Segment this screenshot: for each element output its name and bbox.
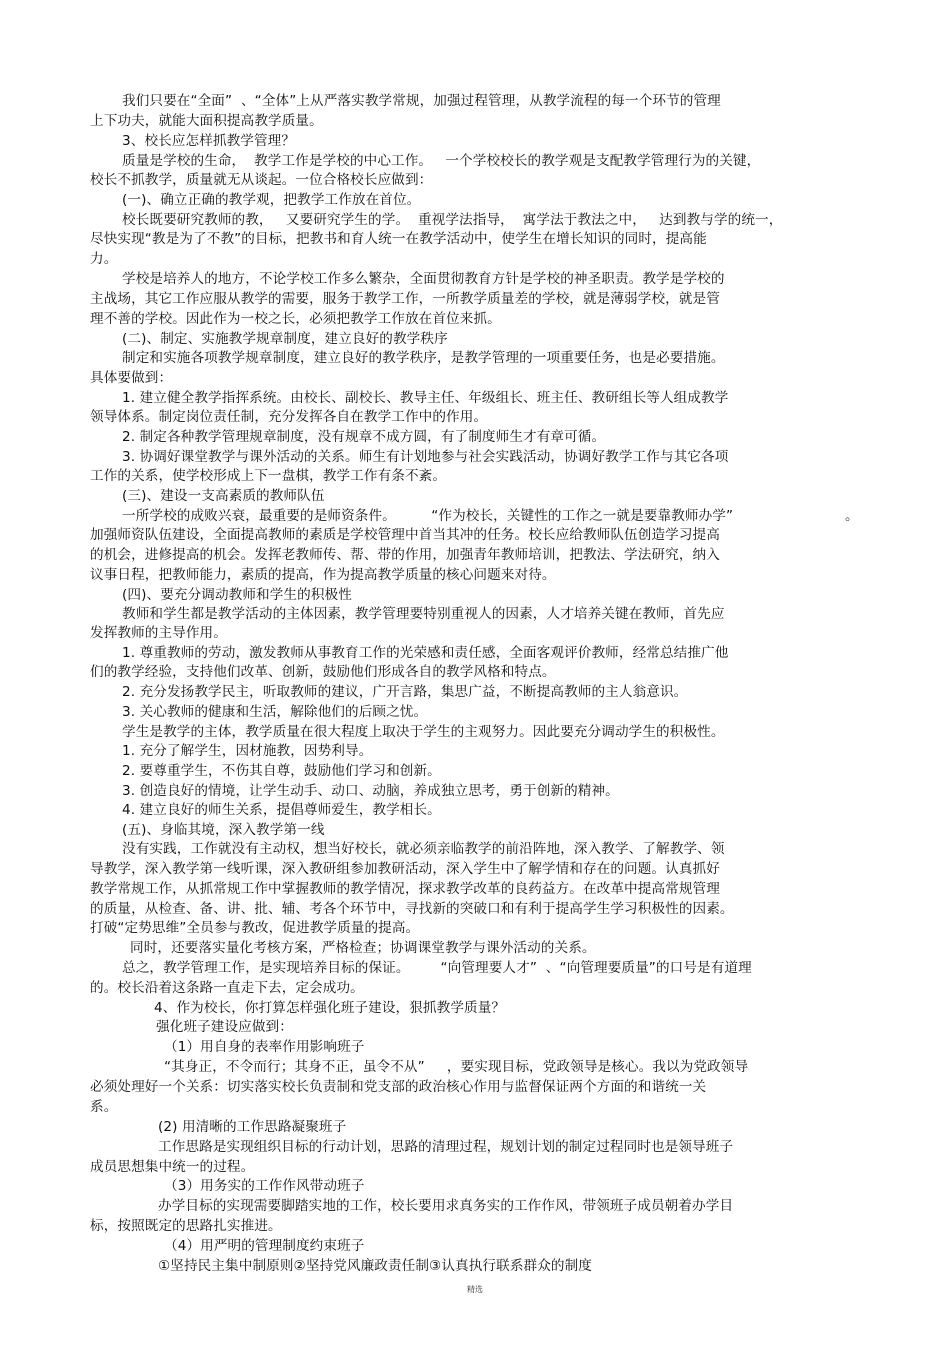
- text-line: 领导体系。制定岗位责任制，充分发挥各自在教学工作中的作用。: [90, 409, 488, 425]
- trailing-punctuation: 。: [845, 508, 859, 524]
- text-line: 加强师资队伍建设，全面提高教师的素质是学校管理中首当其冲的任务。校长应给教师队伍创造学习提高: [90, 527, 720, 543]
- text-line: (五)、身临其境，深入教学第一线: [122, 822, 325, 838]
- text-line: 3. 创造良好的情境，让学生动手、动口、动脑，养成独立思考，勇于创新的精神。: [122, 783, 619, 799]
- text-line: 打破“定势思维”全员参与教改，促进教学质量的提高。: [90, 920, 420, 936]
- text-line: 强化班子建设应做到：: [156, 1019, 293, 1035]
- text-line: “其身正，不令而行；其身不正，虽令不从” ，要实现目标，党政领导是核心。我以为党政领导: [164, 1059, 749, 1075]
- text-line: 的。校长沿着这条路一直走下去，定会成功。: [90, 980, 364, 996]
- text-line: 导教学，深入教学第一线听课，深入教研组参加教研活动，深入学生中了解学情和存在的问题。认真抓好: [90, 861, 720, 877]
- text-line: 4. 建立良好的师生关系，提倡尊师爱生，教学相长。: [122, 802, 441, 818]
- text-line: 总之，教学管理工作，是实现培养目标的保证。 “向管理要人才” 、“向管理要质量”的口号是有道理: [122, 960, 752, 976]
- text-line: （3）用务实的工作作风带动班子: [164, 1178, 365, 1194]
- text-line: 成员思想集中统一的过程。: [90, 1159, 255, 1175]
- text-line: 2. 要尊重学生，不伤其自尊，鼓励他们学习和创新。: [122, 763, 441, 779]
- text-line: 标，按照既定的思路扎实推进。: [90, 1218, 282, 1234]
- text-line: (2) 用清晰的工作思路凝聚班子: [158, 1119, 347, 1135]
- text-line: (三)、建设一支高素质的教师队伍: [122, 488, 325, 504]
- text-line: 系。: [90, 1099, 118, 1115]
- text-line: 学校是培养人的地方，不论学校工作多么繁杂，全面贯彻教育方针是学校的神圣职责。教学是学校的: [122, 271, 725, 287]
- text-line: 学生是教学的主体，教学质量在很大程度上取决于学生的主观努力。因此要充分调动学生的积极性。: [122, 724, 725, 740]
- text-line: （4）用严明的管理制度约束班子: [164, 1238, 365, 1254]
- text-line: 2. 制定各种教学管理规章制度，没有规章不成方圆，有了制度师生才有章可循。: [122, 429, 606, 445]
- text-line: 理不善的学校。因此作为一校之长，必须把教学工作放在首位来抓。: [90, 311, 501, 327]
- text-line: (一)、确立正确的教学观，把教学工作放在首位。: [122, 192, 421, 208]
- text-line: 2. 充分发扬教学民主，听取教师的建议，广开言路，集思广益，不断提高教师的主人翁意识。: [122, 684, 688, 700]
- text-line: 校长既要研究教师的教， 又要研究学生的学。 重视学法指导， 寓学法于教法之中， 达到教与学的统一，: [122, 212, 783, 228]
- text-line: 教学常规工作，从抓常规工作中掌握教师的教学情况，探求教学改革的良药益方。在改革中提高常规管理: [90, 881, 720, 897]
- text-line: 4、作为校长，你打算怎样强化班子建设，狠抓教学质量？: [154, 1000, 506, 1016]
- text-line: 同时，还要落实量化考核方案，严格检查；协调课堂教学与课外活动的关系。: [130, 940, 596, 956]
- text-line: 具体要做到：: [90, 370, 173, 386]
- text-line: 质量是学校的生命， 教学工作是学校的中心工作。 一个学校校长的教学观是支配教学管理行为的关键，: [122, 153, 761, 169]
- text-line: 办学目标的实现需要脚踏实地的工作，校长要用求真务实的工作作风，带领班子成员朝着办学目: [158, 1198, 734, 1214]
- text-line: 3. 协调好课堂教学与课外活动的关系。师生有计划地参与社会实践活动，协调好教学工作与其它各项: [122, 449, 729, 465]
- text-line: (四)、要充分调动教师和学生的积极性: [122, 587, 352, 603]
- page-footer: 精选: [467, 1285, 483, 1294]
- text-line: 我们只要在“全面” 、“全体”上从严落实教学常规，加强过程管理，从教学流程的每一个环节的管理: [122, 93, 721, 109]
- text-line: 校长不抓教学，质量就无从谈起。一位合格校长应做到：: [90, 172, 433, 188]
- text-line: 的机会，进修提高的机会。发挥老教师传、帮、带的作用，加强青年教师培训，把教法、学法研究，纳入: [90, 547, 720, 563]
- text-line: 1. 充分了解学生，因材施教，因势利导。: [122, 743, 373, 759]
- text-line: 教师和学生都是教学活动的主体因素，教学管理要特别重视人的因素，人才培养关键在教师，首先应: [122, 606, 725, 622]
- text-line: 1. 建立健全教学指挥系统。由校长、副校长、教导主任、年级组长、班主任、教研组长等人组成教学: [122, 390, 729, 406]
- text-line: ①坚持民主集中制原则②坚持党风廉政责任制③认真执行联系群众的制度: [158, 1258, 592, 1274]
- text-line: 3. 关心教师的健康和生活，解除他们的后顾之忧。: [122, 704, 428, 720]
- text-line: 的质量，从检查、备、讲、批、辅、考各个环节中，寻找新的突破口和有利于提高学生学习积极性的因素。: [90, 901, 734, 917]
- text-line: 上下功夫，就能大面积提高教学质量。: [90, 113, 323, 129]
- text-line: 尽快实现“教是为了不教”的目标，把教书和育人统一在教学活动中，使学生在增长知识的同时，提高能: [90, 231, 707, 247]
- text-line: 必须处理好一个关系：切实落实校长负责制和党支部的政治核心作用与监督保证两个方面的和谐统一关: [90, 1079, 707, 1095]
- text-line: （1）用自身的表率作用影响班子: [164, 1039, 365, 1055]
- text-line: 没有实践，工作就没有主动权，想当好校长，就必须亲临教学的前沿阵地，深入教学、了解教学、领: [122, 841, 725, 857]
- text-line: 力。: [90, 251, 118, 267]
- text-line: 工作的关系，使学校形成上下一盘棋，教学工作有条不紊。: [90, 468, 447, 484]
- text-line: 工作思路是实现组织目标的行动计划，思路的清理过程，规划计划的制定过程同时也是领导班子: [158, 1139, 734, 1155]
- text-line: 发挥教师的主导作用。: [90, 625, 227, 641]
- text-line: 3、校长应怎样抓教学管理？: [122, 133, 296, 149]
- text-line: 议事日程，把教师能力，素质的提高，作为提高教学质量的核心问题来对待。: [90, 567, 556, 583]
- text-line: 主战场，其它工作应服从教学的需要，服务于教学工作，一所教学质量差的学校，就是薄弱学校，就是管: [90, 291, 720, 307]
- text-line: 们的教学经验，支持他们改革、创新，鼓励他们形成各自的教学风格和特点。: [90, 664, 556, 680]
- text-line: (二)、制定、实施教学规章制度，建立良好的教学秩序: [122, 331, 448, 347]
- text-line: 制定和实施各项教学规章制度，建立良好的教学秩序，是教学管理的一项重要任务，也是必要措施。: [122, 350, 725, 366]
- text-line: 1. 尊重教师的劳动，激发教师从事教育工作的光荣感和责任感，全面客观评价教师，经常总结推广他: [122, 645, 729, 661]
- text-line: 一所学校的成败兴衰，最重要的是师资条件。 “作为校长，关键性的工作之一就是要靠教师办学”: [122, 508, 734, 524]
